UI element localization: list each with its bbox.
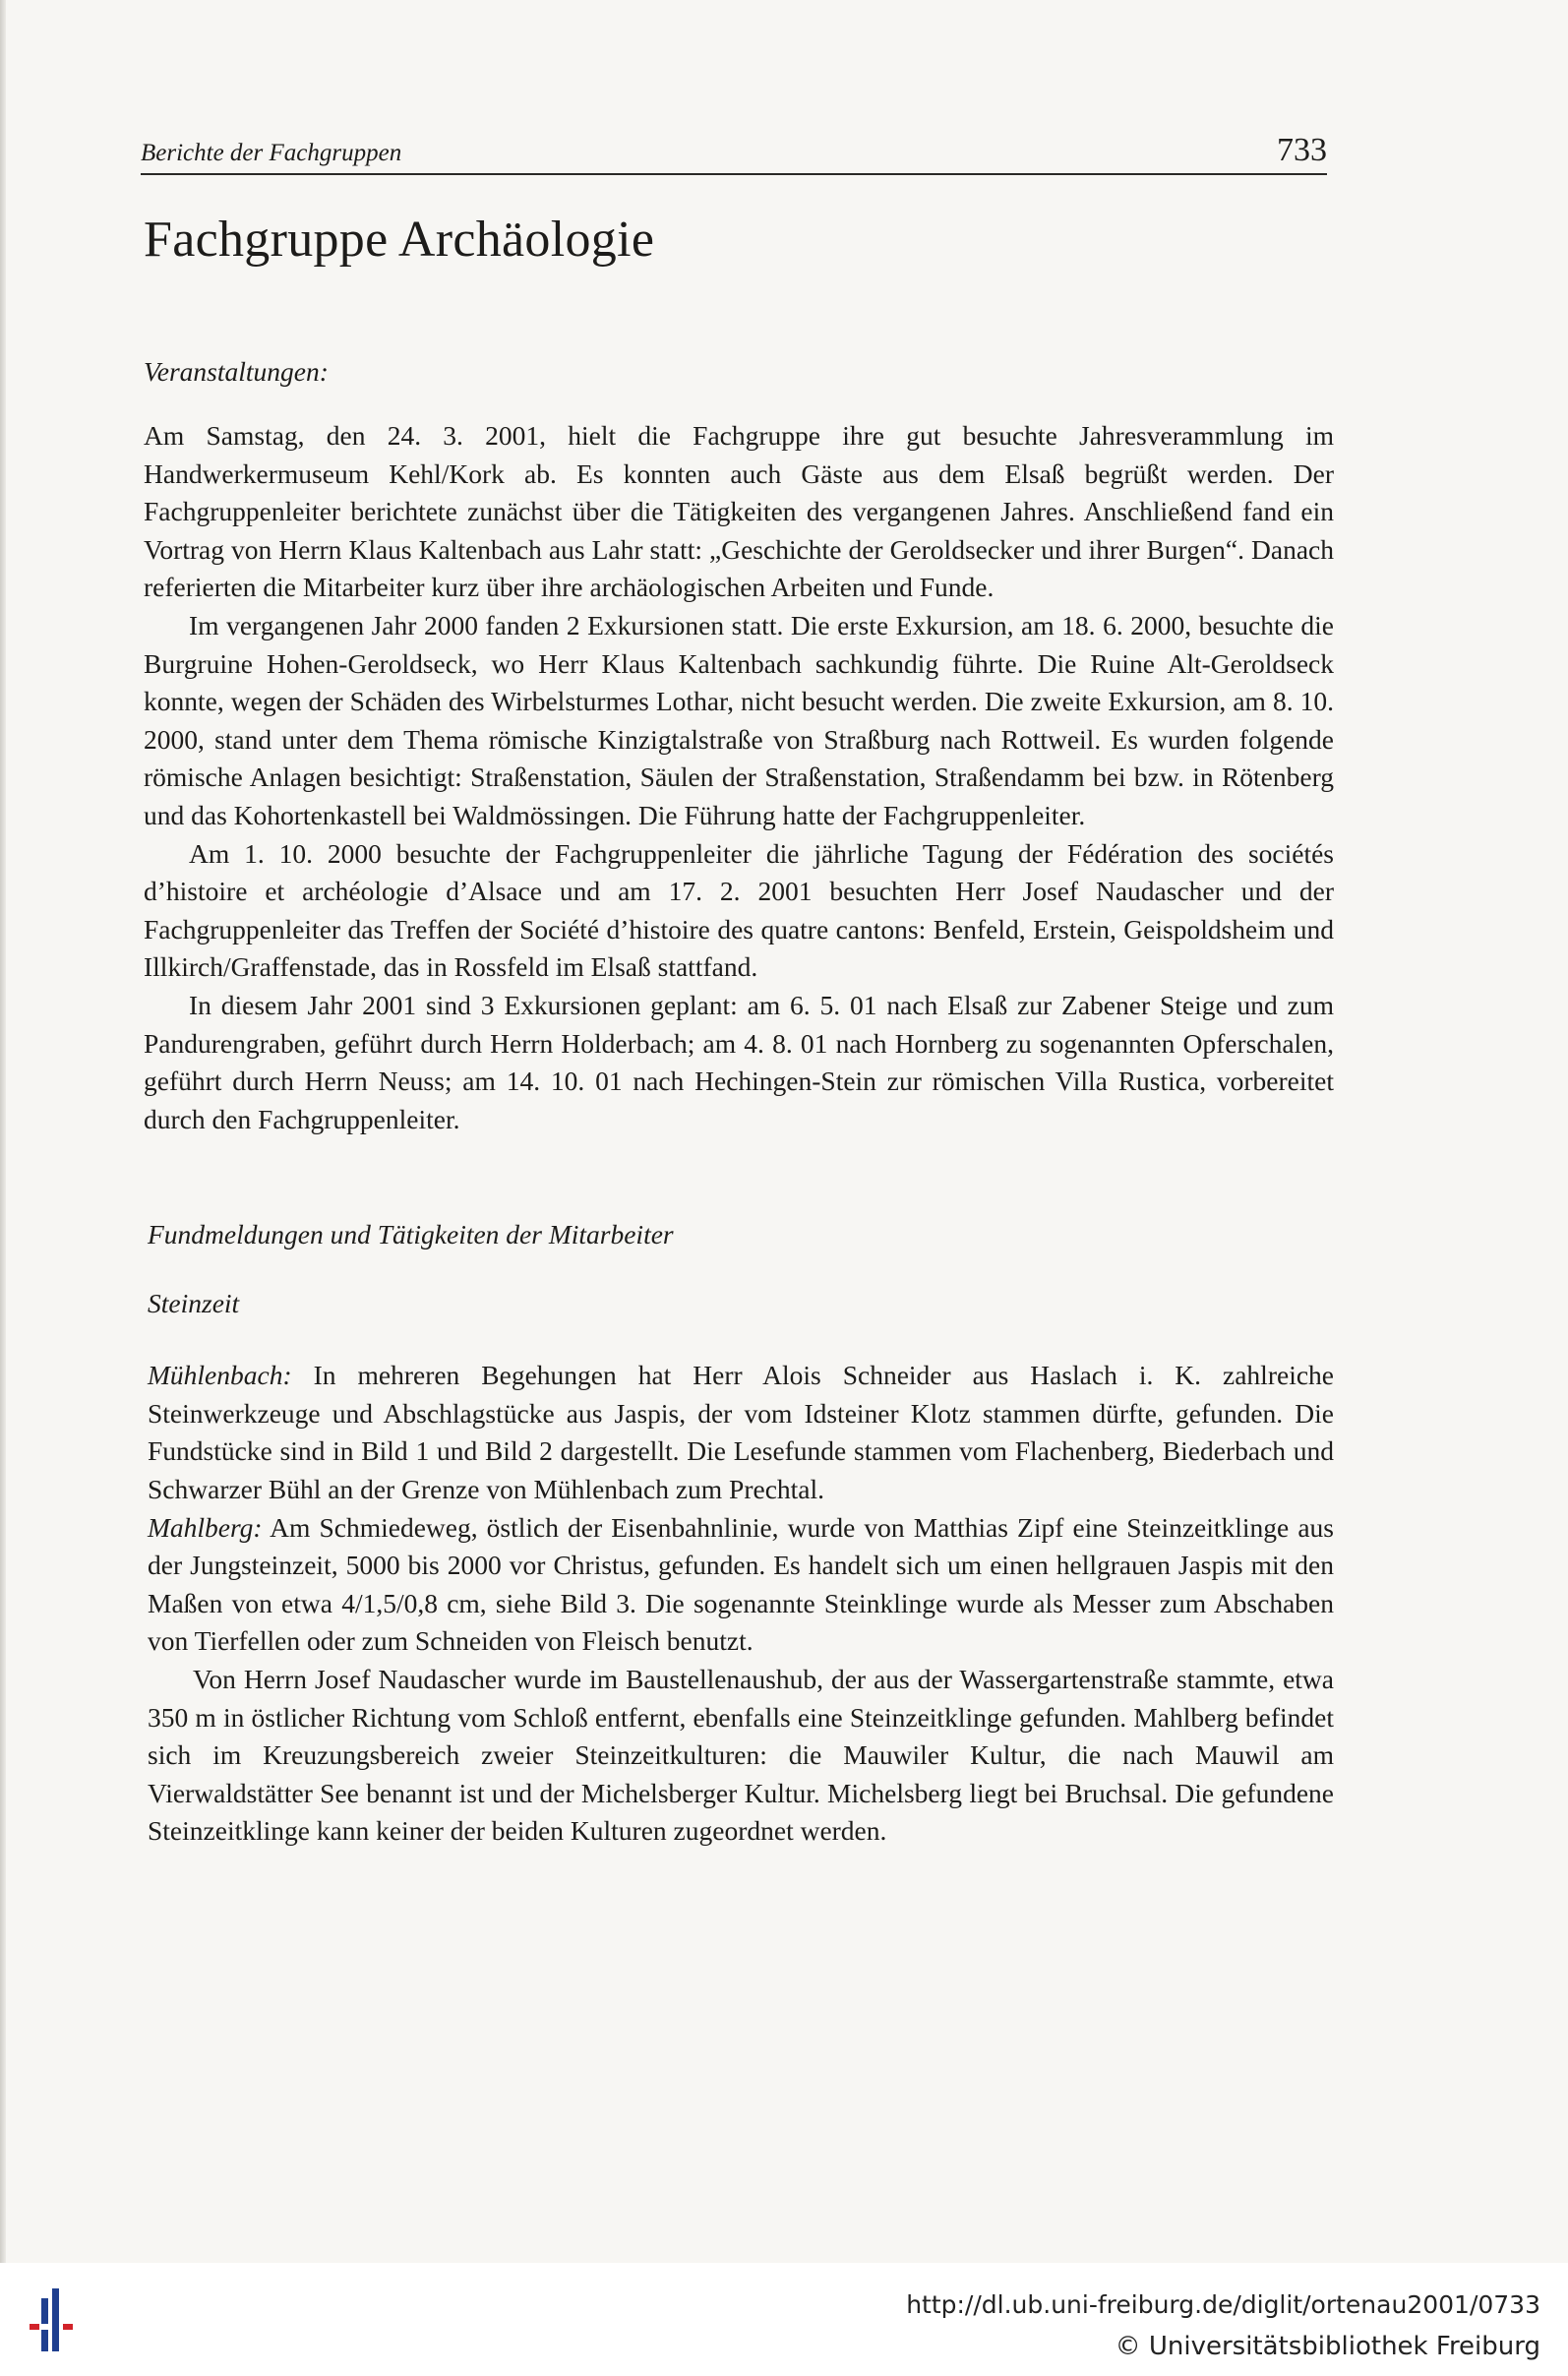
running-head: Berichte der Fachgruppen (141, 140, 402, 166)
paragraph: Am Samstag, den 24. 3. 2001, hielt die Fachgruppe ihre gut besuchte Jahresverammlung im Handwerkermuseum Kehl/Kork ab. Es konnten auch Gäste aus dem Elsaß begrüßt werden. Der Fachgruppenleiter berichtete zunächst über die Tätigkeiten des vergangenen Jahres. Anschließend fand ein Vortrag von Herrn Klaus Kaltenbach aus Lahr statt: „Geschichte der Geroldsecker und ihrer Burgen“. Danach referierten die Mitarbeiter kurz über ihre archäologischen Arbeiten und Funde. (144, 420, 1334, 603)
ub-freiburg-logo-icon (20, 2281, 98, 2359)
page-number: 733 (1277, 132, 1327, 168)
paragraph: Am 1. 10. 2000 besuchte der Fachgruppenleiter die jährliche Tagung der Fédération des sociétés d’histoire et archéologie d’Alsace und am 17. 2. 2001 besuchten Herr Josef Naudascher und der Fachgruppenleiter das Treffen der Société d’histoire des quatre cantons: Benfeld, Erstein, Geispoldsheim und Illkirch/Graffenstade, das in Rossfeld im Elsaß stattfand. (144, 837, 1334, 983)
article-title: Fachgruppe Archäologie (144, 212, 655, 268)
paragraph: Im vergangenen Jahr 2000 fanden 2 Exkursionen statt. Die erste Exkursion, am 18. 6. 2000, besuchte die Burgruine Hohen-Geroldseck, wo Herr Klaus Kaltenbach sachkundig führte. Die Ruine Alt-Geroldseck konnte, wegen der Schäden des Wirbelsturmes Lothar, nicht besucht werden. Die zweite Exkursion, am 8. 10. 2000, stand unter dem Thema römische Kinzigtalstraße von Straßburg nach Rottweil. Es wurden folgende römische Anlagen besichtigt: Straßenstation, Säulen der Straßenstation, Straßendamm bei bzw. in Rötenberg und das Kohortenkastell bei Waldmössingen. Die Führung hatte der Fachgruppenleiter. (144, 609, 1334, 830)
copyright-notice: © Universitätsbibliothek Freiburg (1115, 2332, 1540, 2361)
paragraph: In diesem Jahr 2001 sind 3 Exkursionen geplant: am 6. 5. 01 nach Elsaß zur Zabener Steige und zum Pandurengraben, geführt durch Herrn Holderbach; am 4. 8. 01 nach Hornberg zu sogenannten Opferschalen, geführt durch Herrn Neuss; am 14. 10. 01 nach Hechingen-Stein zur römischen Villa Rustica, vorbereitet durch den Fachgruppenleiter. (144, 989, 1334, 1134)
place-name: Mahlberg: (148, 1511, 263, 1543)
article-body (144, 209, 1334, 1851)
section-heading-fundmeldungen: Fundmeldungen und Tätigkeiten der Mitarbeiter (148, 1219, 674, 1250)
paragraph-muehlenbach (144, 1357, 1334, 1508)
paragraph-mahlberg (144, 1509, 1334, 1661)
place-name: Mühlenbach: (148, 1360, 292, 1391)
document-url-link[interactable]: http://dl.ub.uni-freiburg.de/diglit/ortenau2001/0733 (906, 2290, 1540, 2319)
page-spine-shadow (0, 0, 6, 2263)
section-heading-steinzeit: Steinzeit (148, 1288, 240, 1319)
paragraph: Von Herrn Josef Naudascher wurde im Baustellenaushub, der aus der Wassergartenstraße stammte, etwa 350 m in östlicher Richtung vom Schloß entfernt, ebenfalls eine Steinzeitklinge gefunden. Mahlberg befindet sich im Kreuzungsbereich zweier Steinzeitkulturen: die Mauwiler Kultur, die nach Mauwil am Vierwaldstätter See benannt ist und der Michelsberger Kultur. Michelsberg liegt bei Bruchsal. Die gefundene Steinzeitklinge kann keiner der beiden Kulturen zugeordnet werden. (148, 1664, 1334, 1847)
paragraph-text: In mehreren Begehungen hat Herr Alois Schneider aus Haslach i. K. zahlreiche Steinwerkzeuge und Abschlagstücke aus Jaspis, der vom Idsteiner Klotz stammen dürfte, gefunden. Die Fundstücke sind in Bild 1 und Bild 2 dargestellt. Die Lesefunde stammen vom Flachenberg, Biederbach und Schwarzer Bühl an der Grenze von Mühlenbach zum Prechtal. (148, 1360, 1334, 1505)
section-heading-veranstaltungen: Veranstaltungen: (144, 356, 329, 387)
page-header (141, 118, 1327, 175)
paragraph-text: Am Schmiedeweg, östlich der Eisenbahnlinie, wurde von Matthias Zipf eine Steinzeitklinge aus der Jungsteinzeit, 5000 bis 2000 vor Christus, gefunden. Es handelt sich um einen hellgrauen Jaspis mit den Maßen von etwa 4/1,5/0,8 cm, siehe Bild 3. Die sogenannte Steinklinge wurde als Messer zum Abschaben von Tierfellen oder zum Schneiden von Fleisch benutzt. (148, 1511, 1334, 1657)
viewer-footer (0, 2263, 1568, 2376)
